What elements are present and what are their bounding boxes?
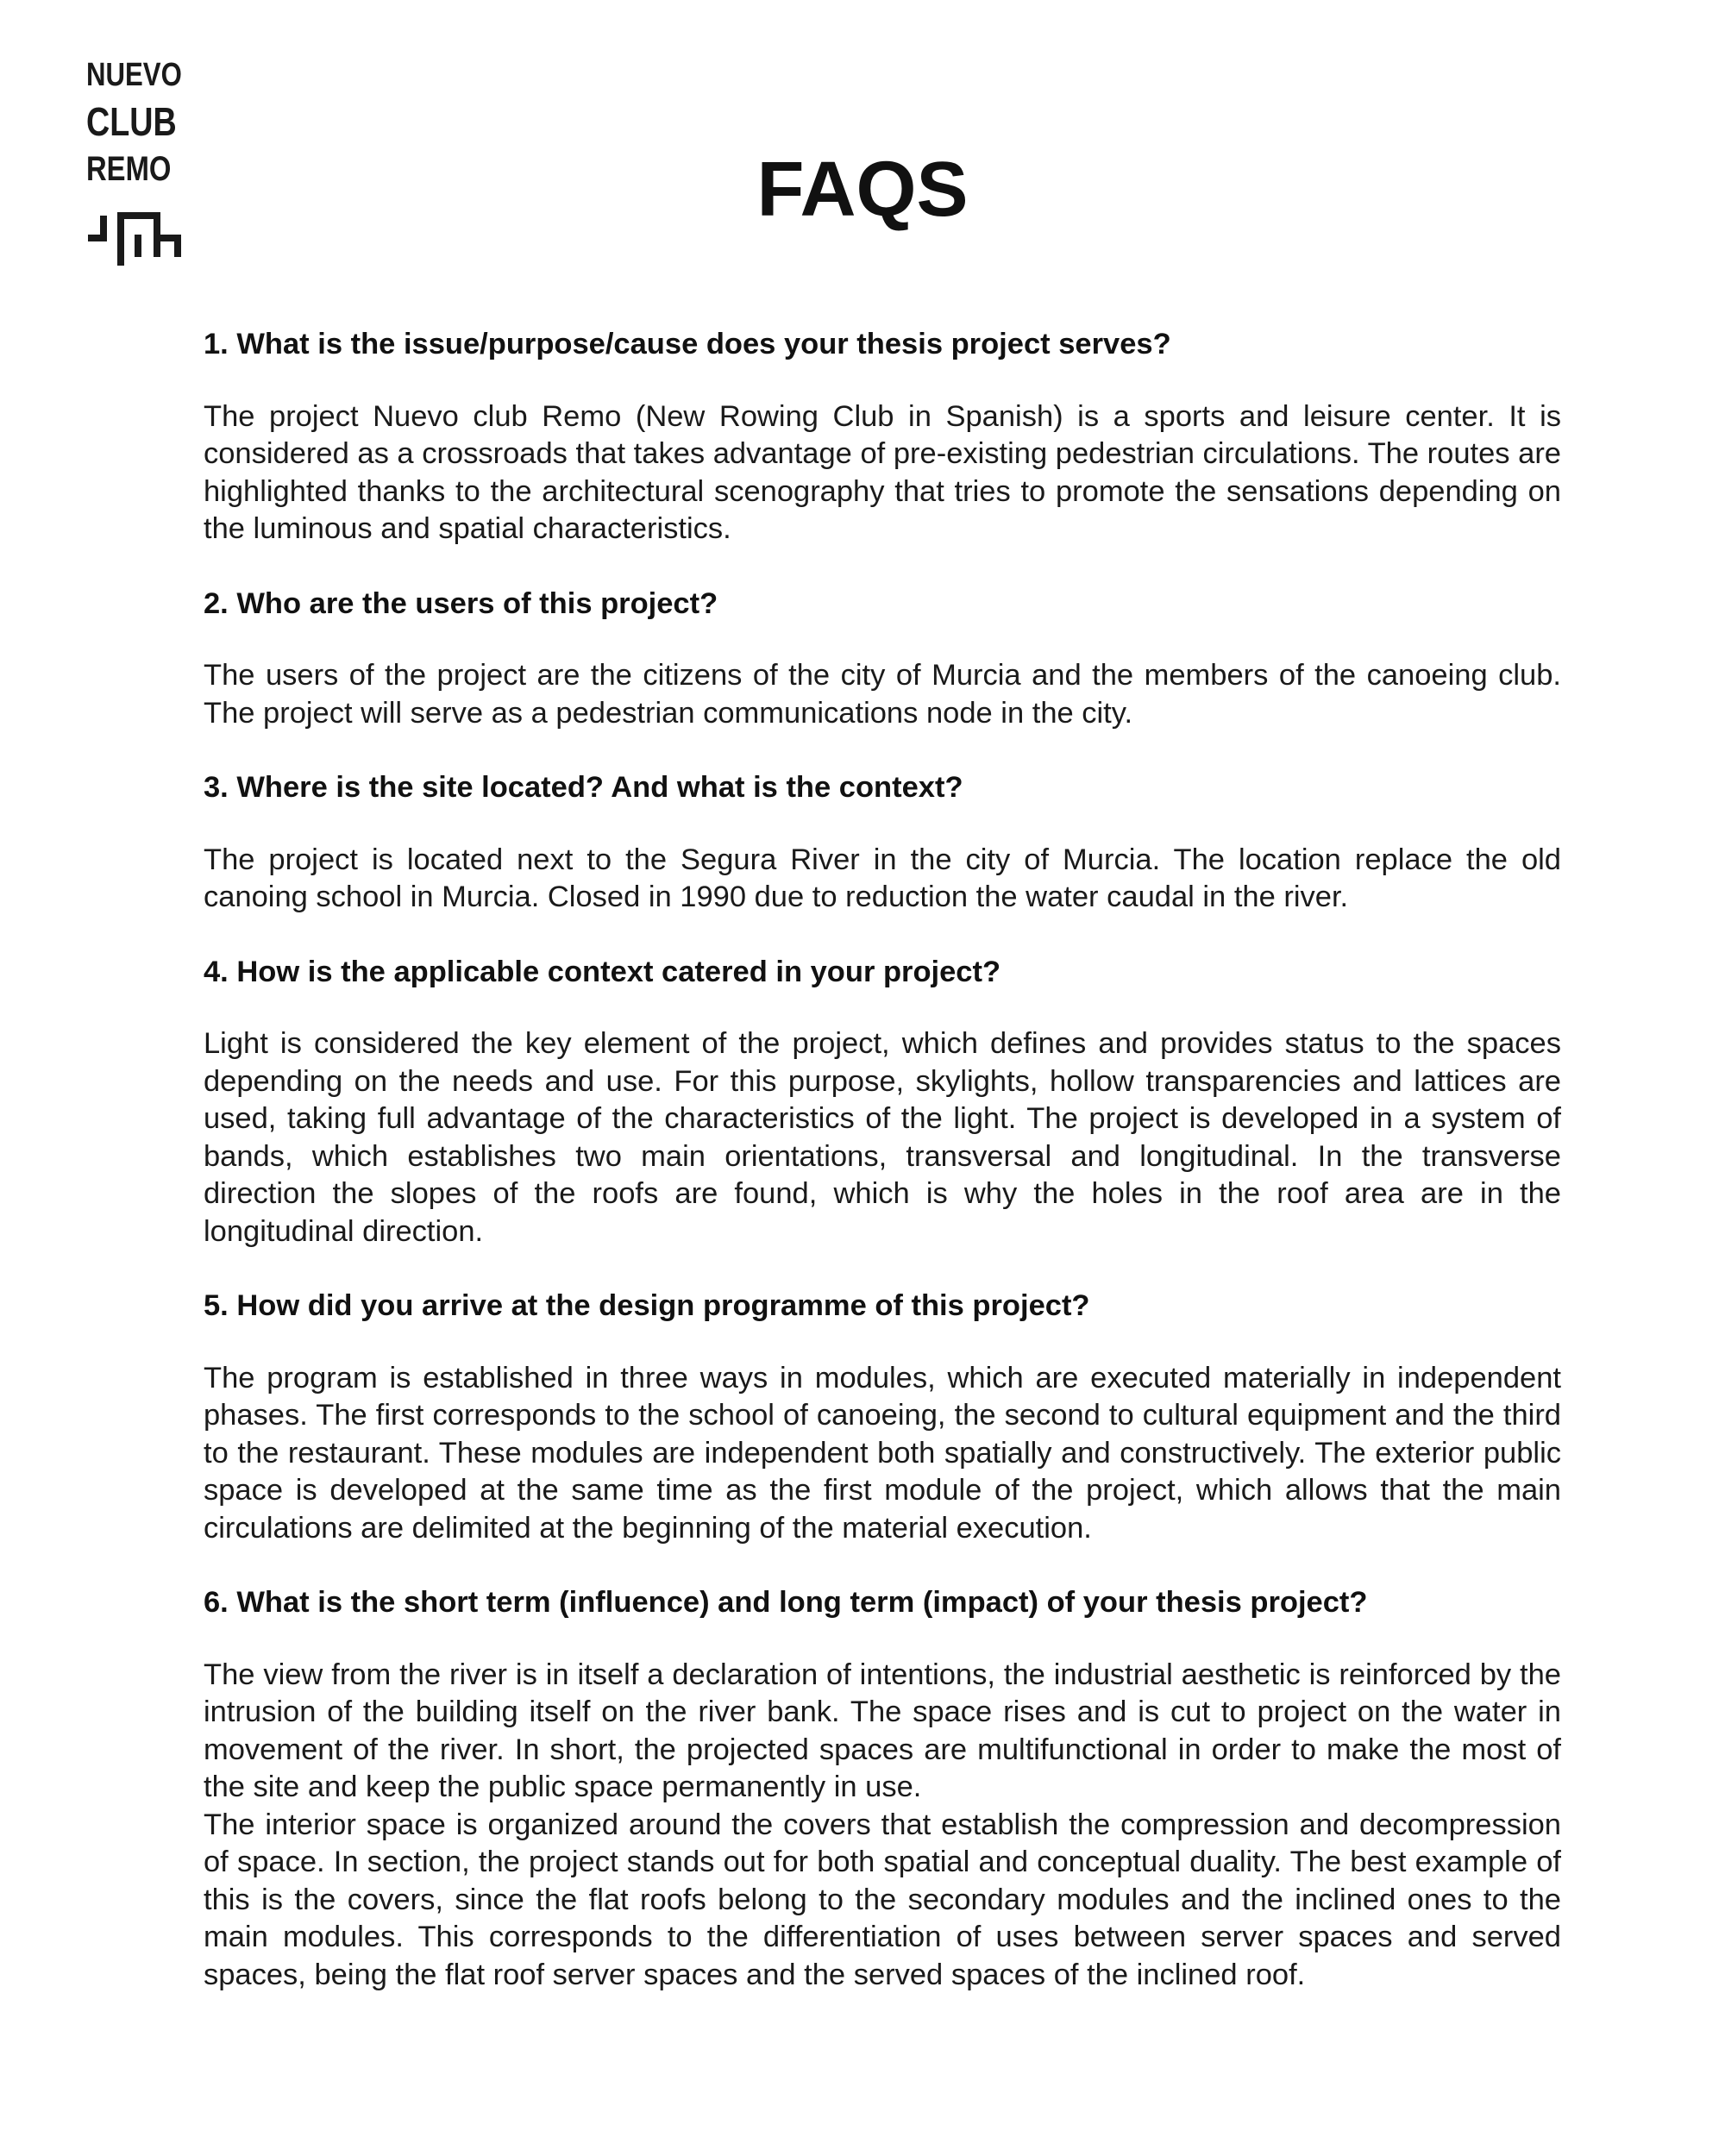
faq-answer-continued: The interior space is organized around the covers that establish the compression and decompression of space. In section, the project stands out for both spatial and conceptual duality. The best example of this is the covers, since the flat roofs belong to the secondary modules and the inclined ones to the main modules. This corresponds to the differentiation of uses between server spaces and served spaces, being the flat roof server spaces and the served spaces of the inclined roof.: [204, 1808, 1561, 1991]
faq-item-6: [204, 1584, 1561, 1994]
faq-list: [204, 326, 1561, 2031]
faq-answer: The program is established in three ways in modules, which are executed materially in independent phases. The first corresponds to the school of canoeing, the second to cultural equipment and the third to the restaurant. These modules are independent both spatially and constructively. The exterior public space is developed at the same time as the first module of the project, which allows that the main circulations are delimited at the beginning of the material execution.: [204, 1361, 1561, 1545]
logo-text-club: CLUB: [86, 99, 177, 144]
faq-answer: The view from the river is in itself a declaration of intentions, the industrial aesthetic is reinforced by the intrusion of the building itself on the river bank. The space rises and is cut to project on the water in movement of the river. In short, the projected spaces are multifunctional in order to make the most of the site and keep the public space permanently in use.: [204, 1658, 1561, 1803]
faq-question: 2. Who are the users of this project?: [204, 586, 718, 620]
faq-item-3: [204, 769, 1561, 917]
logo-text-remo: REMO: [86, 150, 172, 188]
faq-answer: The users of the project are the citizens of the city of Murcia and the members of the canoeing club. The project will serve as a pedestrian communications node in the city.: [204, 659, 1561, 730]
faq-question: 5. How did you arrive at the design programme of this project?: [204, 1289, 1090, 1322]
faq-question: 3. Where is the site located? And what is the context?: [204, 771, 963, 804]
faq-answer: The project Nuevo club Remo (New Rowing Club in Spanish) is a sports and leisure center. It is considered as a crossroads that takes advantage of pre-existing pedestrian circulations. The routes are highlighted thanks to the architectural scenography that tries to promote the sensations depending on the luminous and spatial characteristics.: [204, 399, 1561, 545]
faq-item-4: [204, 954, 1561, 1251]
faq-answer: Light is considered the key element of the project, which defines and provides status to the spaces depending on the needs and use. For this purpose, skylights, hollow transparencies and lattices are used, taking full advantage of the characteristics of the light. The project is developed in a system of bands, which establishes two main orientations, transversal and longitudinal. In the transverse direction the slopes of the roofs are found, which is why the holes in the roof area are in the longitudinal direction.: [204, 1027, 1561, 1248]
faq-item-2: [204, 586, 1561, 733]
page-title: FAQS: [756, 147, 969, 233]
faq-item-5: [204, 1288, 1561, 1547]
faq-question: 1. What is the issue/purpose/cause does your thesis project serves?: [204, 328, 1171, 360]
logo-text-nuevo: NUEVO: [86, 57, 182, 93]
faq-question: 6. What is the short term (influence) and long term (impact) of your thesis project?: [204, 1586, 1368, 1619]
faq-question: 4. How is the applicable context catered in your project?: [204, 955, 1001, 988]
faq-item-1: [204, 326, 1561, 548]
faq-answer: The project is located next to the Segura River in the city of Murcia. The location replace the old canoing school in Murcia. Closed in 1990 due to reduction the water caudal in the river.: [204, 843, 1561, 913]
